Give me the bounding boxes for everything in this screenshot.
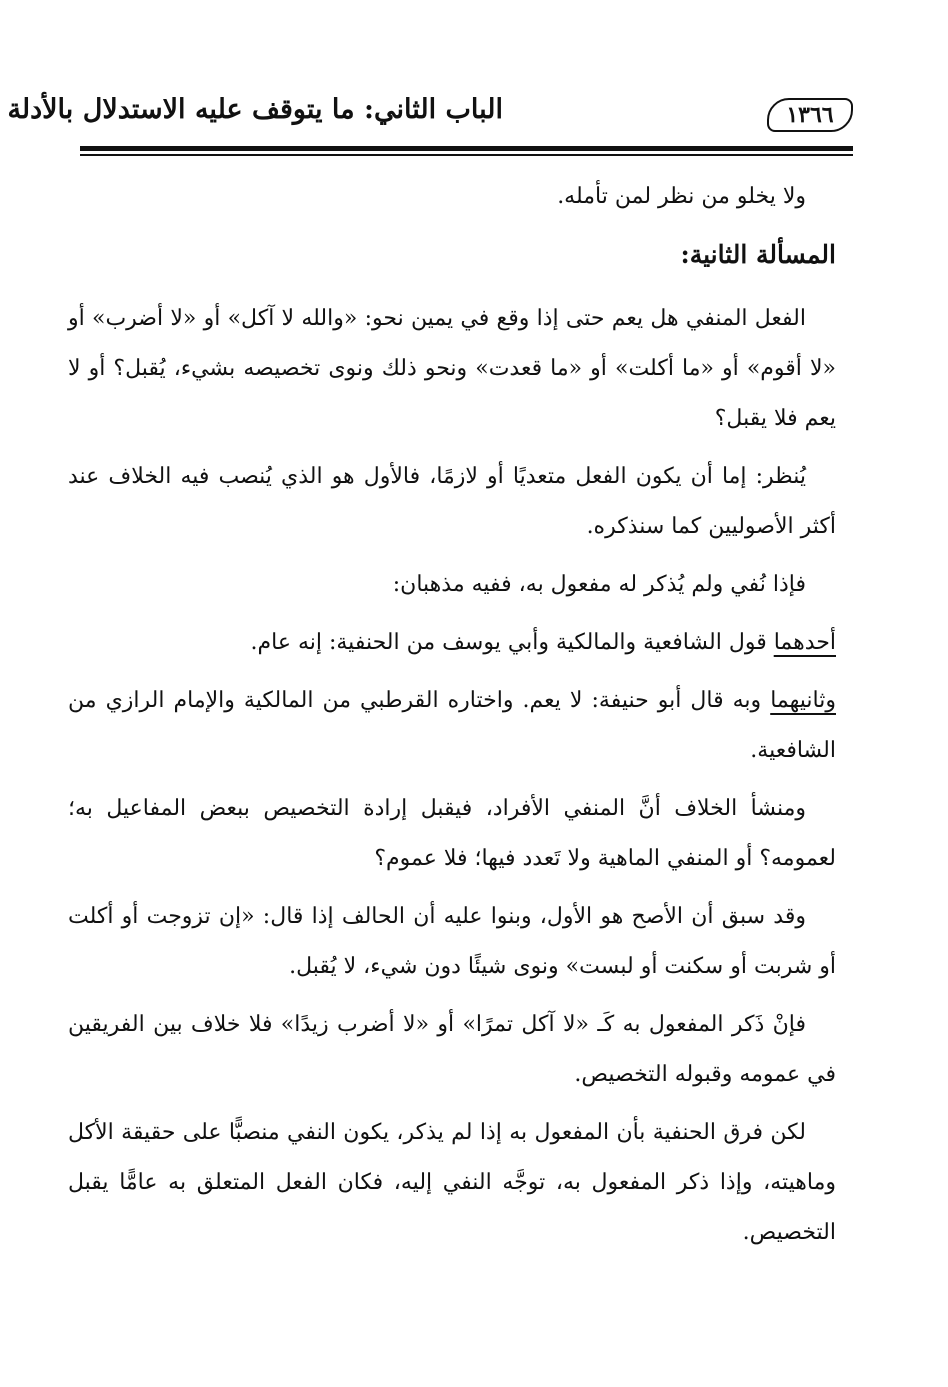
first-opinion-text: قول الشافعية والمالكية وأبي يوسف من الحنفية: إنه عام. [250, 630, 774, 655]
paragraph: فإنْ ذَكر المفعول به كَـ «لا آكل تمرًا» أو «لا أضرب زيدًا» فلا خلاف بين الفريقين في عمومه وقبوله التخصيص. [68, 1012, 836, 1087]
page-number-badge: ١٣٦٦ [767, 98, 853, 132]
second-opinion-text: وبه قال أبو حنيفة: لا يعم. واختاره القرطبي من المالكية والإمام الرازي من الشافعية. [68, 688, 836, 763]
paragraph: الفعل المنفي هل يعم حتى إذا وقع في يمين نحو: «والله لا آكل» أو «لا أضرب» أو «لا أقوم» أو «ما أكلت» أو «ما قعدت» ونحو ذلك ونوى تخصيصه بشيء، يُقبل؟ أو لا يعم فلا يقبل؟ [68, 306, 836, 431]
first-opinion-label: أحدهما [773, 630, 836, 655]
paragraph: ولا يخلو من نظر لمن تأمله. [557, 184, 806, 209]
paragraph: فإذا نُفي ولم يُذكر له مفعول به، ففيه مذهبان: [392, 572, 806, 597]
paragraph-second-opinion [68, 676, 836, 776]
section-heading: المسألة الثانية: [680, 240, 836, 269]
paragraph: وقد سبق أن الأصح هو الأول، وبنوا عليه أن الحالف إذا قال: «إن تزوجت أو أكلت أو شربت أو سكنت أو لبست» ونوى شيئًا دون شيء، لا يُقبل. [68, 904, 836, 979]
paragraph: لكن فرق الحنفية بأن المفعول به إذا لم يذكر، يكون النفي منصبًّا على حقيقة الأكل وماهيته، وإذا ذكر المفعول به، توجَّه النفي إليه، فكان الفعل المتعلق به عامًّا يقبل التخصيص. [68, 1120, 836, 1245]
header-rule-thick [80, 146, 853, 151]
chapter-title: الباب الثاني: ما يتوقف عليه الاستدلال بالأدلة [7, 94, 503, 125]
paragraph: يُنظر: إما أن يكون الفعل متعديًا أو لازمًا، فالأول هو الذي يُنصب فيه الخلاف عند أكثر الأصوليين كما سنذكره. [68, 464, 836, 539]
page-header [7, 92, 853, 142]
paragraph: ومنشأ الخلاف أنَّ المنفي الأفراد، فيقبل إرادة التخصيص ببعض المفاعيل به؛ لعمومه؟ أو المنفي الماهية ولا تَعدد فيها؛ فلا عموم؟ [68, 796, 836, 871]
paragraph-first-opinion [68, 618, 836, 668]
second-opinion-label: وثانيهما [770, 688, 836, 713]
page-body [68, 172, 836, 1266]
header-rule-thin [80, 154, 853, 156]
